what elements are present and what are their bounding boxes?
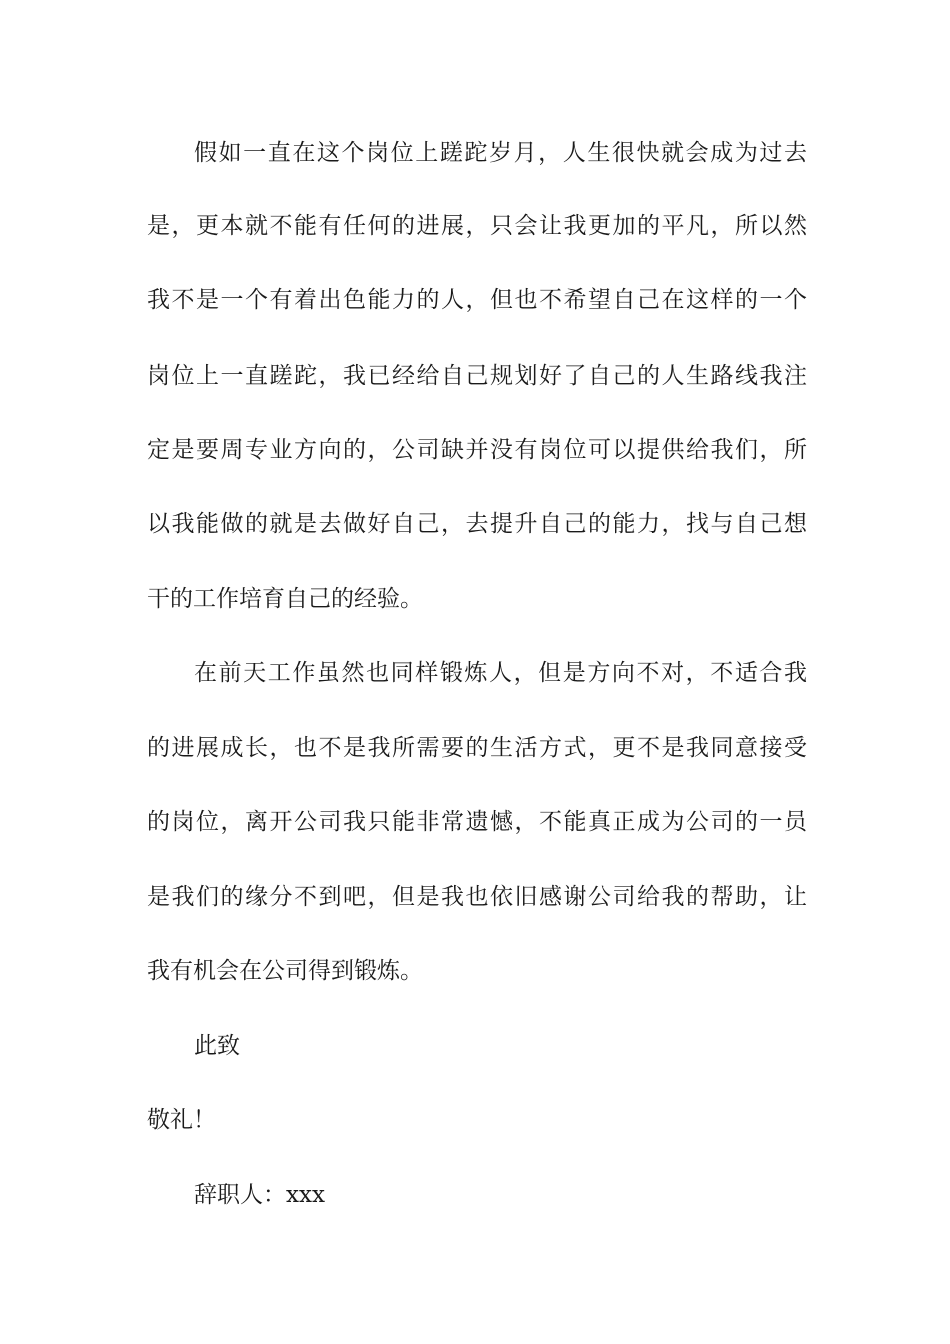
paragraph-1-line-2: 是，更本就不能有任何的进展，只会让我更加的平凡，所以然 (147, 213, 807, 239)
paragraph-1-line-6: 以我能做的就是去做好自己，去提升自己的能力，找与自己想 (147, 511, 807, 537)
paragraph-1-line-4: 岗位上一直蹉跎，我已经给自己规划好了自己的人生路线我注 (147, 363, 807, 389)
paragraph-2-line-5: 我有机会在公司得到锻炼。 (147, 958, 423, 984)
paragraph-2-line-2: 的进展成长，也不是我所需要的生活方式，更不是我同意接受 (147, 735, 807, 761)
paragraph-1-line-5: 定是要周专业方向的，公司缺并没有岗位可以提供给我们，所 (147, 437, 807, 463)
signature-line: 辞职人：xxx (194, 1182, 325, 1208)
salutation-text: 敬礼！ (147, 1107, 216, 1133)
paragraph-1-line-7: 干的工作培育自己的经验。 (147, 586, 423, 612)
closing-text: 此致 (194, 1033, 240, 1059)
paragraph-2-line-4: 是我们的缘分不到吧，但是我也依旧感谢公司给我的帮助，让 (147, 884, 807, 910)
paragraph-2-line-3: 的岗位，离开公司我只能非常遗憾，不能真正成为公司的一员 (147, 809, 807, 835)
paragraph-1-line-1: 假如一直在这个岗位上蹉跎岁月，人生很快就会成为过去 (194, 140, 807, 166)
paragraph-2-line-1: 在前天工作虽然也同样锻炼人，但是方向不对，不适合我 (194, 660, 807, 686)
paragraph-1-line-3: 我不是一个有着出色能力的人，但也不希望自己在这样的一个 (147, 287, 807, 313)
